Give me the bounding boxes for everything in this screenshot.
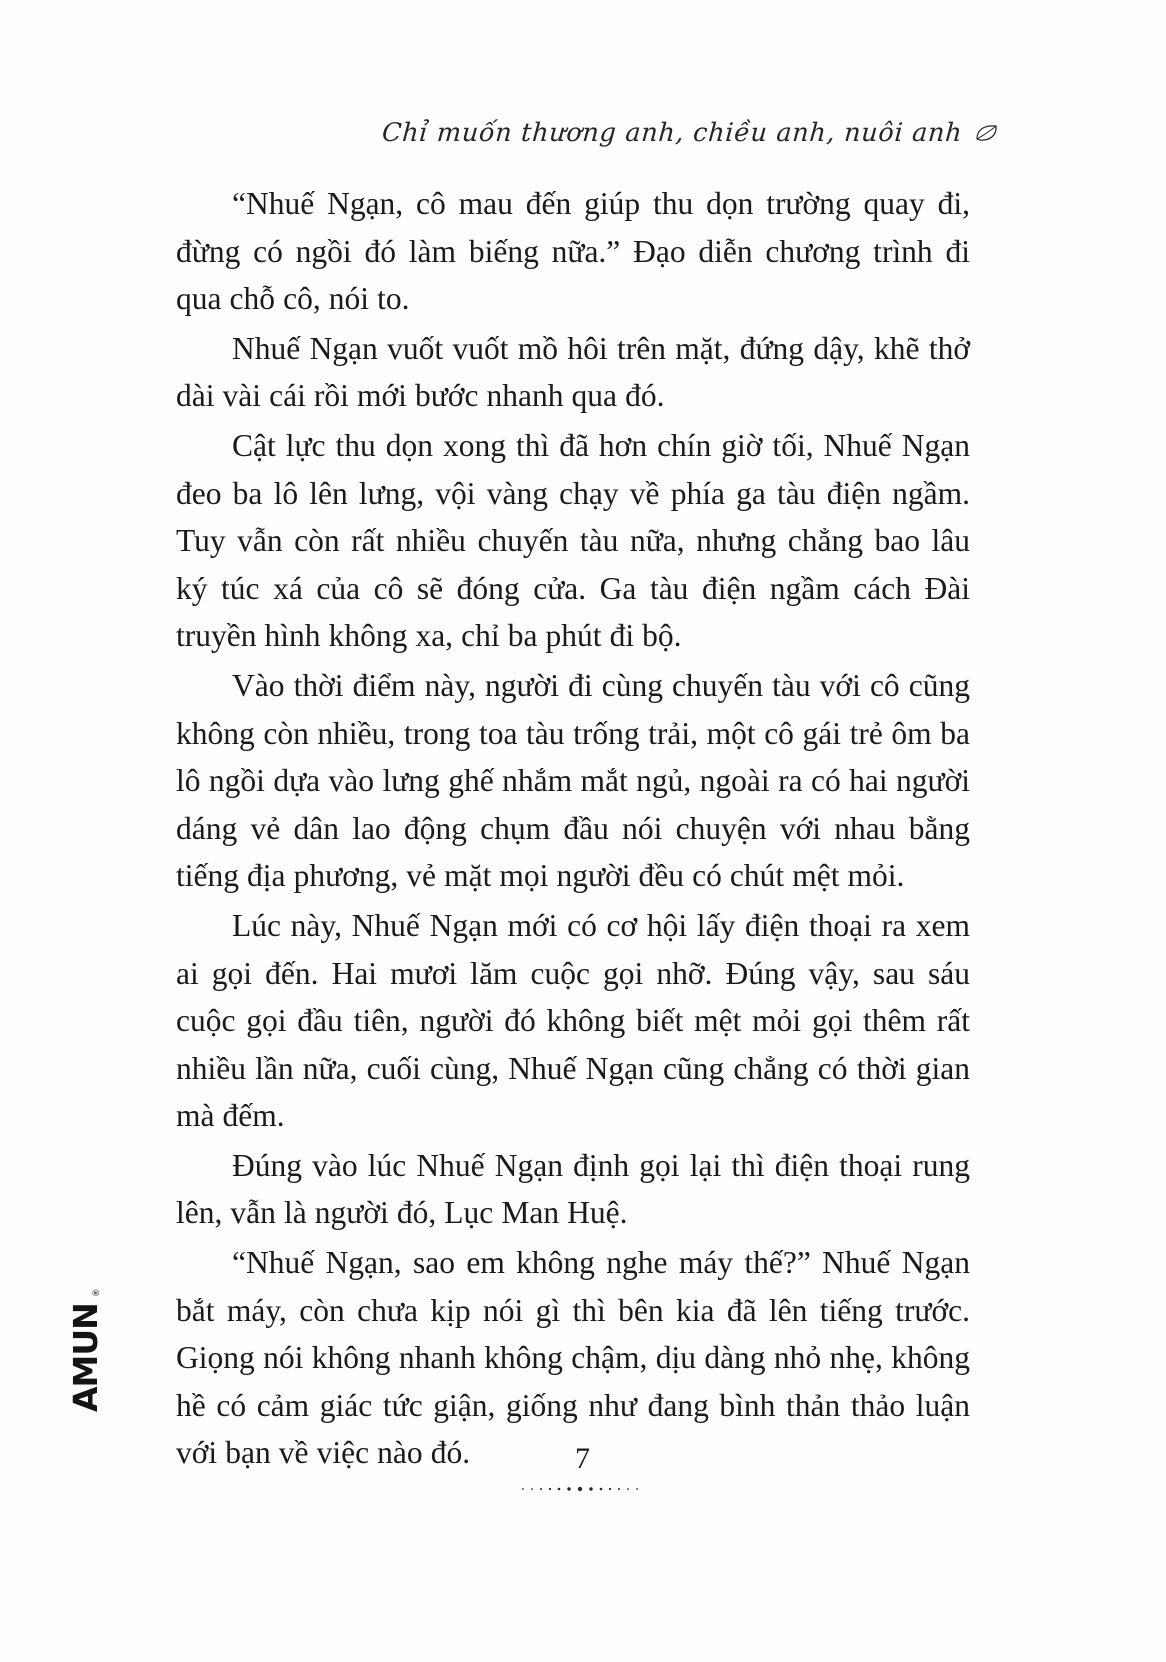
paragraph: “Nhuế Ngạn, cô mau đến giúp thu dọn trường quay đi, đừng có ngồi đó làm biếng nữa.” Đạo diễn chương trình đi qua chỗ cô, nói to. bbox=[176, 186, 970, 317]
paragraph: Lúc này, Nhuế Ngạn mới có cơ hội lấy điện thoại ra xem ai gọi đến. Hai mươi lăm cuộc gọi nhỡ. Đúng vậy, sau sáu cuộc gọi đầu tiên, người đó không biết mệt mỏi gọi thêm rất nhiều lần nữa, cuối cùng, Nhuế Ngạn cũng chẳng có thời gian mà đếm. bbox=[176, 907, 970, 1134]
paragraph: Đúng vào lúc Nhuế Ngạn định gọi lại thì điện thoại rung lên, vẫn là người đó, Lục Man Huệ. bbox=[176, 1147, 970, 1231]
dotted-rule-icon bbox=[517, 1482, 649, 1494]
paragraph: Vào thời điểm này, người đi cùng chuyến tàu với cô cũng không còn nhiều, trong toa tàu trống trải, một cô gái trẻ ôm ba lô ngồi dựa vào lưng ghế nhắm mắt ngủ, ngoài ra có hai người dáng vẻ dân lao động chụm đầu nói chuyện với nhau bằng tiếng địa phương, vẻ mặt mọi người đều có chút mệt mỏi. bbox=[176, 667, 970, 894]
page-footer bbox=[0, 1442, 1166, 1494]
running-title: Chỉ muốn thương anh, chiều anh, nuôi anh bbox=[380, 118, 964, 148]
running-header bbox=[382, 118, 1000, 148]
publisher-logo bbox=[62, 1262, 108, 1412]
registered-trademark-icon: ® bbox=[92, 1288, 102, 1298]
body-text-column bbox=[176, 180, 970, 1477]
publisher-logo-text: AMUN bbox=[65, 1303, 105, 1412]
paragraph: “Nhuế Ngạn, sao em không nghe máy thế?” Nhuế Ngạn bắt máy, còn chưa kịp nói gì thì bên kia đã lên tiếng trước. Giọng nói không nhanh không chậm, dịu dàng nhỏ nhẹ, không hề có cảm giác tức giận, giống như đang bình thản thảo luận với bạn về việc nào đó. bbox=[176, 1245, 970, 1471]
page-number: 7 bbox=[575, 1442, 591, 1475]
paragraph: Cật lực thu dọn xong thì đã hơn chín giờ tối, Nhuế Ngạn đeo ba lô lên lưng, vội vàng chạy về phía ga tàu điện ngầm. Tuy vẫn còn rất nhiều chuyến tàu nữa, nhưng chẳng bao lâu ký túc xá của cô sẽ đóng cửa. Ga tàu điện ngầm cách Đài truyền hình không xa, chỉ ba phút đi bộ. bbox=[176, 427, 970, 654]
leaf-icon bbox=[974, 123, 1000, 143]
paragraph: Nhuế Ngạn vuốt vuốt mồ hôi trên mặt, đứng dậy, khẽ thở dài vài cái rồi mới bước nhanh qua đó. bbox=[176, 330, 970, 414]
